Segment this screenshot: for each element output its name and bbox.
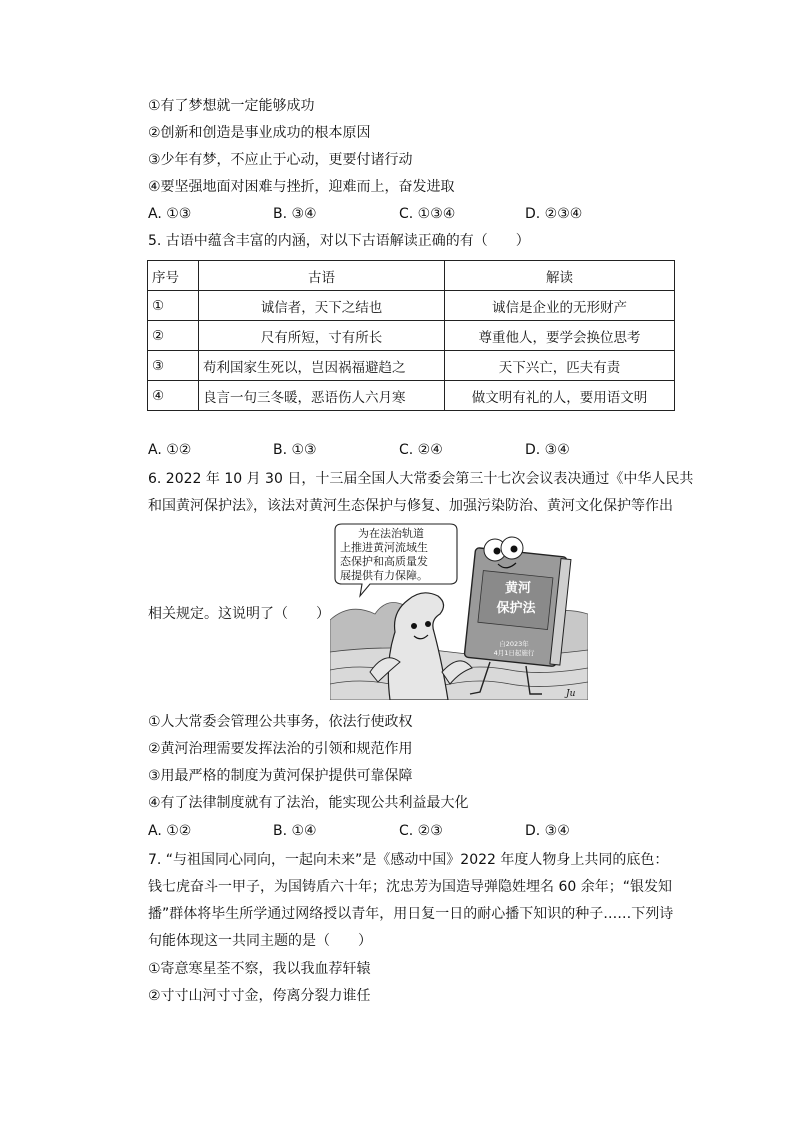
q4-item-3: ③少年有梦，不应止于心动，更要付诸行动 <box>148 152 413 168</box>
table-row <box>148 351 675 381</box>
q6-item-1: ①人大常委会管理公共事务，依法行使政权 <box>148 714 413 730</box>
yellow-river-law-cartoon <box>330 522 588 700</box>
q4-option-b[interactable]: B. ③④ <box>273 206 317 222</box>
q6-item-4: ④有了法律制度就有了法治，能实现公共利益最大化 <box>148 795 469 811</box>
q7-stem-line-3: 播”群体将毕生所学通过网络授以青年，用日复一日的耐心播下知识的种子……下列诗 <box>148 906 674 922</box>
q5-stem: 5. 古语中蕴含丰富的内涵，对以下古语解读正确的有（ ） <box>148 233 530 249</box>
q6-option-d[interactable]: D. ③④ <box>525 823 570 839</box>
q4-option-c[interactable]: C. ①③④ <box>399 206 456 222</box>
q4-option-a[interactable]: A. ①③ <box>148 206 192 222</box>
table-cell: 做文明有礼的人，要用语文明 <box>445 381 675 411</box>
table-cell: 尺有所短，寸有所长 <box>199 321 445 351</box>
q4-item-4: ④要坚强地面对困难与挫折，迎难而上，奋发进取 <box>148 179 455 195</box>
q5-options <box>148 440 668 460</box>
q7-stem-line-4: 句能体现这一共同主题的是（ ） <box>148 933 372 949</box>
q7-stem-line-1: 7. “与祖国同心同向，一起向未来”是《感动中国》2022 年度人物身上共同的底色： <box>148 852 669 868</box>
speech-line-3: 态保护和高质量发 <box>340 555 428 568</box>
speech-line-2: 上推进黄河流域生 <box>340 541 428 554</box>
table-header-cell: 序号 <box>148 261 199 291</box>
book-title-2: 保护法 <box>496 601 536 616</box>
speech-line-1: 为在法治轨道 <box>358 527 424 540</box>
table-cell: 诚信者，天下之结也 <box>199 291 445 321</box>
table-header-row <box>148 261 675 291</box>
q4-item-1: ①有了梦想就一定能够成功 <box>148 98 315 114</box>
q6-stem-line-3: 相关规定。这说明了（ ） <box>148 606 330 622</box>
table-cell: 诚信是企业的无形财产 <box>445 291 675 321</box>
table-cell: ③ <box>148 351 199 381</box>
table-row <box>148 321 675 351</box>
book-subtitle-2: 4月1日起施行 <box>493 649 535 657</box>
book-title-1: 黄河 <box>504 581 532 596</box>
table-cell: 良言一句三冬暖，恶语伤人六月寒 <box>199 381 445 411</box>
q6-stem-line-2: 和国黄河保护法》，该法对黄河生态保护与修复、加强污染防治、黄河文化保护等作出 <box>148 498 673 514</box>
q6-option-c[interactable]: C. ②③ <box>399 823 443 839</box>
q5-table <box>147 260 675 411</box>
q6-option-a[interactable]: A. ①② <box>148 823 192 839</box>
q7-item-1: ①寄意寒星荃不察，我以我血荐轩辕 <box>148 961 371 977</box>
q6-item-3: ③用最严格的制度为黄河保护提供可靠保障 <box>148 768 413 784</box>
q6-option-b[interactable]: B. ①④ <box>273 823 317 839</box>
table-header-cell: 解读 <box>445 261 675 291</box>
table-row <box>148 291 675 321</box>
table-cell: 尊重他人，要学会换位思考 <box>445 321 675 351</box>
table-cell: 天下兴亡，匹夫有责 <box>445 351 675 381</box>
q5-option-d[interactable]: D. ③④ <box>525 442 570 458</box>
q5-option-a[interactable]: A. ①② <box>148 442 192 458</box>
q6-options <box>148 821 668 841</box>
q5-option-c[interactable]: C. ②④ <box>399 442 443 458</box>
q5-option-b[interactable]: B. ①③ <box>273 442 317 458</box>
q6-item-2: ②黄河治理需要发挥法治的引领和规范作用 <box>148 741 413 757</box>
table-cell: ① <box>148 291 199 321</box>
table-row <box>148 381 675 411</box>
q4-item-2: ②创新和创造是事业成功的根本原因 <box>148 125 371 141</box>
q7-stem-line-2: 钱七虎奋斗一甲子，为国铸盾六十年；沈忠芳为国造导弹隐姓埋名 60 余年；“银发知 <box>148 879 672 895</box>
q7-item-2: ②寸寸山河寸寸金，侉离分裂力谁任 <box>148 988 371 1004</box>
q6-stem-line-1: 6. 2022 年 10 月 30 日，十三届全国人大常委会第三十七次会议表决通过《中华人民共 <box>148 471 694 487</box>
speech-line-4: 展提供有力保障。 <box>340 569 428 582</box>
book-subtitle-1: 自2023年 <box>499 640 529 648</box>
table-cell: 苟利国家生死以，岂因祸福避趋之 <box>199 351 445 381</box>
table-cell: ② <box>148 321 199 351</box>
q4-options <box>148 204 668 224</box>
table-cell: ④ <box>148 381 199 411</box>
table-header-cell: 古语 <box>199 261 445 291</box>
q4-option-d[interactable]: D. ②③④ <box>525 206 583 222</box>
artist-signature: Ju <box>566 689 576 699</box>
